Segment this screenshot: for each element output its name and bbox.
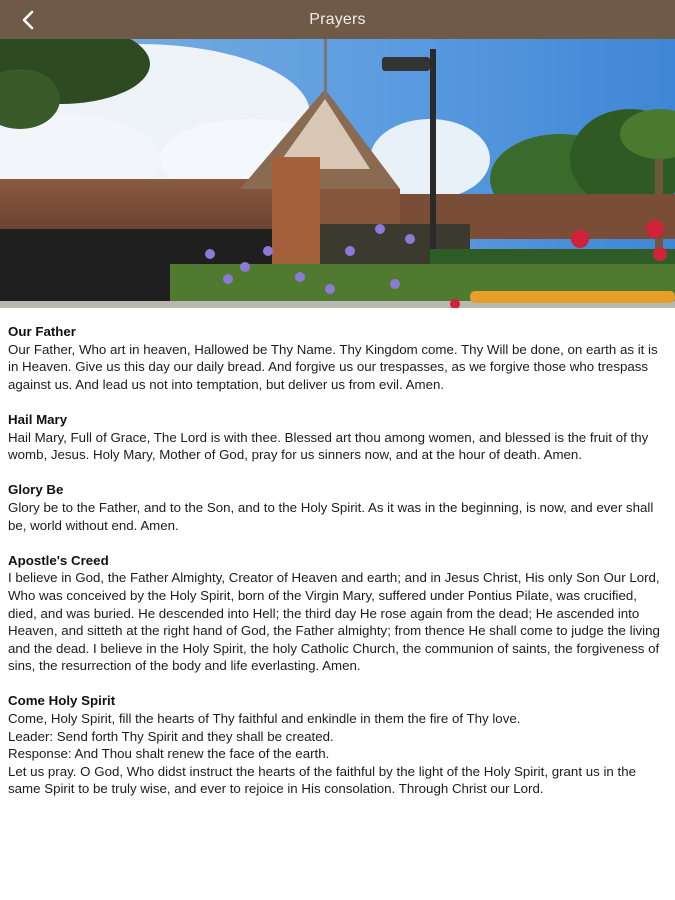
church-photo xyxy=(0,39,675,308)
page-title: Prayers xyxy=(309,11,366,28)
prayer-list xyxy=(8,323,668,816)
prayer-title: Our Father xyxy=(8,324,76,339)
prayer-title: Hail Mary xyxy=(8,411,68,427)
prayer-text: I believe in God, the Father Almighty, Creator of Heaven and earth; and in Jesus Christ, His only Son Our Lord, Who was conceived by the Holy Spirit, born of the Virgin Mary, suffered under Pontius Pilate, was crucified, died, and was buried. He descended into Hell; the third day He rose again from the dead; He ascended into Heaven, and sitteth at the right hand of God, the Father almighty; from thence He shall come to judge the living and the dead. I believe in the Holy Spirit, the holy Catholic Church, the communion of saints, the forgiveness of sins, the resurrection of the body and life everlasting. Amen. xyxy=(8,570,660,674)
prayer-text: Leader: Send forth Thy Spirit and they shall be created. xyxy=(8,728,334,744)
app-bar xyxy=(0,0,675,39)
prayer-title: Glory Be xyxy=(8,482,64,498)
prayer-glory-be xyxy=(8,481,668,534)
prayer-text: Response: And Thou shalt renew the face of the earth. xyxy=(8,746,330,762)
prayer-hail-mary xyxy=(8,411,668,464)
prayer-title: Apostle's Creed xyxy=(8,552,109,568)
prayer-text: Come, Holy Spirit, fill the hearts of Thy faithful and enkindle in them the fire of Thy love. xyxy=(8,711,521,727)
prayer-come-holy-spirit xyxy=(8,692,668,798)
prayer-title: Come Holy Spirit xyxy=(8,693,116,709)
church-photo-illustration xyxy=(0,39,675,308)
prayer-text: Let us pray. O God, Who didst instruct the hearts of the faithful by the light of the Holy Spirit, grant us in the same Spirit to be truly wise, and ever to rejoice in His consolation. Through Christ our Lord. xyxy=(8,763,636,797)
prayer-our-father xyxy=(8,323,668,393)
prayer-text: Our Father, Who art in heaven, Hallowed be Thy Name. Thy Kingdom come. Thy Will be done, on earth as it is in Heaven. Give us this day our daily bread. And forgive us our trespasses, as we forgive those who trespass against us. And lead us not into temptation, but deliver us from evil. Amen. xyxy=(8,341,658,392)
prayer-text: Glory be to the Father, and to the Son, and to the Holy Spirit. As it was in the beginning, is now, and ever shall be, world without end. Amen. xyxy=(8,499,654,533)
prayer-apostles-creed xyxy=(8,552,668,675)
prayer-text: Hail Mary, Full of Grace, The Lord is with thee. Blessed art thou among women, and blessed is the fruit of thy womb, Jesus. Holy Mary, Mother of God, pray for us sinners now, and at the hour of death. Amen. xyxy=(8,429,649,463)
